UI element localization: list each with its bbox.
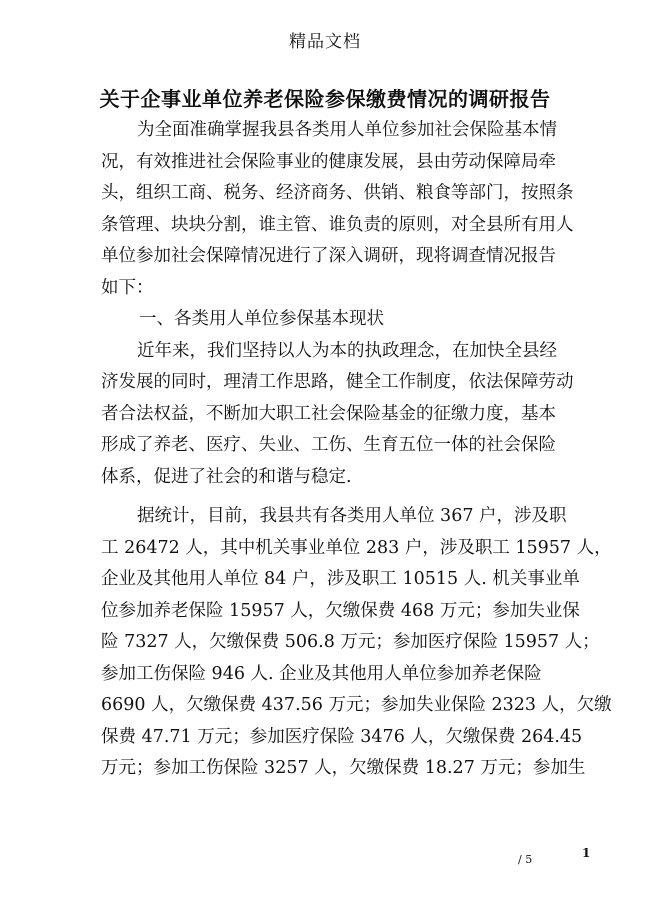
text-line: 险 7327 人，欠缴保费 506.8 万元；参加医疗保险 15957 人； — [101, 632, 600, 652]
paragraph-gap — [101, 493, 561, 501]
status-paragraph — [101, 336, 574, 494]
text-line: 体系，促进了社会的和谐与稳定. — [101, 466, 352, 487]
text-line: 一、各类用人单位参保基本现状 — [139, 309, 384, 329]
text-line: 企业及其他用人单位 84 户，涉及职工 10515 人. 机关事业单 — [101, 569, 580, 589]
text-line: 万元；参加工伤保险 3257 人，欠缴保费 18.27 万元；参加生 — [101, 758, 586, 778]
text-line: 工 26472 人，其中机关事业单位 283 户，涉及职工 15957 人， — [101, 537, 612, 558]
page-total: / 5 — [518, 853, 533, 866]
text-line: 参加工伤保险 946 人. 企业及其他用人单位参加养老保险 — [101, 663, 542, 684]
text-line: 据统计，目前，我县共有各类用人单位 367 户，涉及职 — [137, 506, 567, 526]
text-line: 形成了养老、医疗、失业、工伤、生育五位一体的社会保险 — [101, 435, 556, 455]
statistics-paragraph — [101, 501, 612, 785]
page-number: 1 — [582, 846, 591, 860]
text-line: 况，有效推进社会保险事业的健康发展，县由劳动保障局牵 — [101, 151, 556, 172]
text-line: 济发展的同时，理清工作思路，健全工作制度，依法保障劳动 — [101, 372, 574, 392]
section-heading — [101, 304, 561, 336]
page-header: 精品文档 — [289, 32, 361, 52]
text-line: 保费 47.71 万元；参加医疗保险 3476 人，欠缴保费 264.45 — [101, 726, 583, 747]
text-line: 近年来，我们坚持以人为本的执政理念，在加快全县经 — [137, 340, 557, 361]
text-line: 6690 人，欠缴保费 437.56 万元；参加失业保险 2323 人，欠缴 — [101, 695, 612, 715]
text-line: 位参加养老保险 15957 人，欠缴保费 468 万元；参加失业保 — [101, 600, 580, 621]
text-line: 者合法权益，不断加大职工社会保险基金的征缴力度，基本 — [101, 403, 556, 424]
text-line: 条管理、块块分割，谁主管、谁负责的原则，对全县所有用人 — [101, 214, 574, 235]
text-line: 单位参加社会保障情况进行了深入调研，现将调查情况报告 — [101, 246, 556, 266]
text-line: 如下： — [101, 277, 154, 298]
intro-paragraph — [101, 115, 574, 304]
text-line: 为全面准确掌握我县各类用人单位参加社会保险基本情 — [137, 120, 557, 140]
text-line: 头，组织工商、税务、经济商务、供销、粮食等部门，按照条 — [101, 183, 574, 203]
document-body — [101, 115, 612, 785]
document-title: 关于企事业单位养老保险参保缴费情况的调研报告 — [99, 87, 551, 111]
